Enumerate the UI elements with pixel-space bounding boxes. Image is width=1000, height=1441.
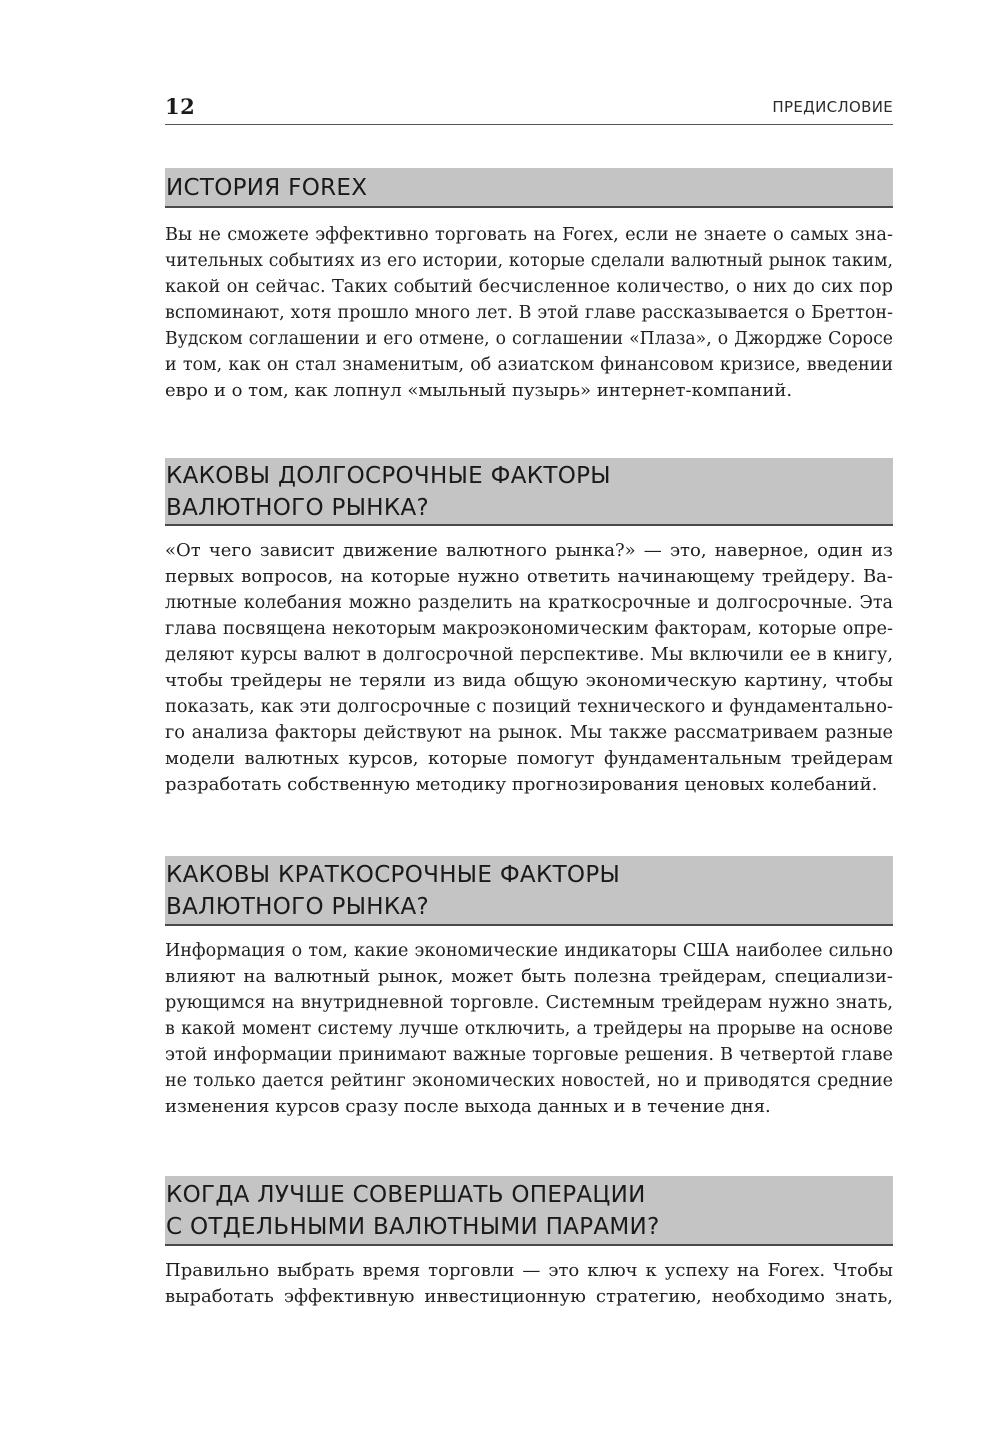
body-line: и том, как он стал знаменитым, об азиатском финансовом кризисе, введении xyxy=(165,355,893,375)
body-line: Правильно выбрать время торговли — это ключ к успеху на Forex. Чтобы xyxy=(165,1260,893,1281)
body-line: модели валютных курсов, которые помогут фундаментальным трейдерам xyxy=(165,748,893,769)
body-line: в какой момент систему лучше отключить, а трейдеры на прорыве на основе xyxy=(165,1019,893,1039)
section-heading xyxy=(165,458,893,526)
section-body xyxy=(165,538,893,798)
body-line: Информация о том, какие экономические индикаторы США наиболее сильно xyxy=(165,941,893,961)
section-heading xyxy=(165,1176,893,1246)
body-line: глава посвящена некоторым макроэкономическим факторам, которые опре- xyxy=(165,619,893,639)
body-line: выработать эффективную инвестиционную стратегию, необходимо знать, xyxy=(165,1286,893,1307)
body-line: какой он сейчас. Таких событий бесчисленное количество, о них до сих пор xyxy=(165,277,893,297)
section-body xyxy=(165,938,893,1120)
body-line: рующимся на внутридневной торговле. Системным трейдерам нужно знать, xyxy=(165,993,893,1013)
body-line: Вы не сможете эффективно торговать на Forex, если не знаете о самых зна- xyxy=(165,225,893,245)
body-line: первых вопросов, на которые нужно ответить начинающему трейдеру. Ва- xyxy=(165,566,893,587)
body-line: не только дается рейтинг экономических новостей, но и приводятся средние xyxy=(165,1071,893,1091)
body-line: го анализа факторы действуют на рынок. Мы также рассматриваем разные xyxy=(165,723,893,743)
section-body xyxy=(165,1258,893,1310)
body-line: этой информации принимают важные торговые решения. В четвертой главе xyxy=(165,1045,893,1065)
section-best-time-currency-pairs xyxy=(165,1176,893,1310)
body-line: влияют на валютный рынок, может быть полезна трейдерам, специализи- xyxy=(165,966,893,987)
section-long-term-factors xyxy=(165,458,893,798)
body-line: лютные колебания можно разделить на краткосрочные и долгосрочные. Эта xyxy=(165,593,893,613)
heading-line: С ОТДЕЛЬНЫМИ ВАЛЮТНЫМИ ПАРАМИ? xyxy=(166,1214,660,1240)
running-header xyxy=(165,92,893,125)
heading-line: ИСТОРИЯ FOREX xyxy=(166,175,368,201)
section-short-term-factors xyxy=(165,856,893,1120)
body-line: евро и о том, как лопнул «мыльный пузырь» интернет-компаний. xyxy=(165,380,793,401)
section-body xyxy=(165,222,893,404)
heading-line: КАКОВЫ КРАТКОСРОЧНЫЕ ФАКТОРЫ xyxy=(166,862,621,888)
body-line: Вудском соглашении и его отмене, о соглашении «Плаза», о Джордже Соросе xyxy=(165,329,893,349)
body-line: изменения курсов сразу после выхода данных и в течение дня. xyxy=(165,1096,771,1117)
body-line: «От чего зависит движение валютного рынка?» — это, наверное, один из xyxy=(165,540,893,561)
body-line: вспоминают, хотя прошло много лет. В этой главе рассказывается о Бреттон- xyxy=(165,303,893,323)
section-forex-history xyxy=(165,168,893,404)
section-heading xyxy=(165,168,893,208)
heading-line: ВАЛЮТНОГО РЫНКА? xyxy=(166,894,430,920)
body-line: чительных событиях из его истории, которые сделали валютный рынок таким, xyxy=(165,251,893,271)
page-number: 12 xyxy=(165,94,196,119)
heading-line: ВАЛЮТНОГО РЫНКА? xyxy=(166,495,430,521)
body-line: разработать собственную методику прогнозирования ценовых колебаний. xyxy=(165,774,878,795)
body-line: показать, как эти долгосрочные с позиций технического и фундаментально- xyxy=(165,697,893,717)
section-heading xyxy=(165,856,893,926)
chapter-title: ПРЕДИСЛОВИЕ xyxy=(772,98,893,116)
heading-line: КАКОВЫ ДОЛГОСРОЧНЫЕ ФАКТОРЫ xyxy=(166,463,611,489)
heading-line: КОГДА ЛУЧШЕ СОВЕРШАТЬ ОПЕРАЦИИ xyxy=(166,1182,646,1208)
body-line: чтобы трейдеры не теряли из вида общую экономическую картину, чтобы xyxy=(165,670,893,691)
body-line: деляют курсы валют в долгосрочной перспективе. Мы включили ее в книгу, xyxy=(165,645,893,665)
